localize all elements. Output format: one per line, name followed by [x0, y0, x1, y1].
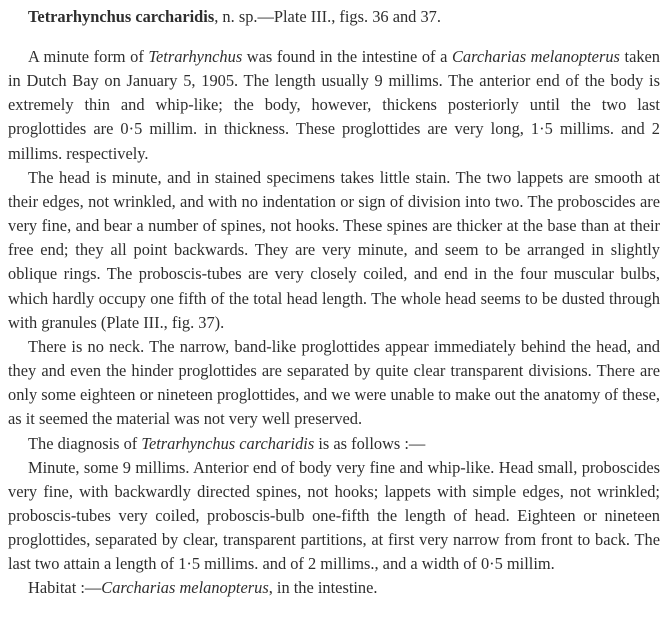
paragraph-diagnosis: Minute, some 9 millims. Anterior end of body very fine and whip-like. Head small, proboscides very fine, with backwardly directed spines, not hooks; lappets with simple edges, not wrinkled; proboscis-tubes very coiled, proboscis-bulb one-fifth the length of head. Eighteen or nineteen proglottides, separated by clear, transparent partitions, at first very narrow from front to back. The last two attain a length of 1·5 millims. and of 2 millims., and a width of 0·5 millim. — [8, 457, 660, 574]
genus-name: Tetrarhynchus — [148, 47, 243, 66]
text-run: The diagnosis of — [28, 433, 142, 453]
text-run: is as follows :— — [314, 433, 426, 453]
paragraph-head: The head is minute, and in stained specimens takes little stain. The two lappets are smooth at their edges, not wrinkled, and with no indentation or sign of division into two. The proboscides are very fine, and bear a number of spines, not hooks. These spines are thicker at the base than at their free end; they all point backwards. They are very minute, and seem to be arranged in slightly oblique rings. The proboscis-tubes are very closely coiled, and end in the four muscular bulbs, which hardly occupy one fifth of the total head length. The whole head seems to be dusted through with granules (Plate III., fig. 37). — [8, 167, 660, 332]
paragraph-proglottides: There is no neck. The narrow, band-like proglottides appear immediately behind the head, and they and even the hinder proglottides are separated by quite clear transparent divisions. There are only some eighteen or nineteen proglottides, and we were unable to make out the anatomy of these, as it seemed the material was not very well preserved. — [8, 336, 660, 429]
text-run: was found in the intestine of a — [242, 47, 452, 66]
host-name: Carcharias melanopterus — [452, 47, 620, 66]
heading-suffix: , n. sp.—Plate III., figs. 36 and 37. — [214, 7, 441, 26]
paragraph-diagnosis-intro — [8, 432, 660, 456]
text-run: Habitat :— — [28, 578, 102, 598]
text-run: A minute form of — [28, 47, 149, 66]
species-name-italic: Tetrarhynchus carcharidis — [141, 433, 315, 453]
document-page — [8, 0, 660, 637]
text-run: taken in Dutch Bay on January 5, 1905. The length usually 9 millims. The anterior end of the body is extremely thin and whip-like; the body, however, thickens posteriorly until the two last proglottides are 0·5 millim. in thickness. These proglottides are very long, 1·5 millims. and 2 millims. respectively. — [8, 47, 661, 163]
paragraph-description — [8, 45, 660, 166]
host-name: Carcharias melanopterus — [101, 578, 269, 598]
text-run: , in the intestine. — [268, 578, 378, 598]
species-heading — [28, 6, 660, 29]
species-name: Tetrarhynchus carcharidis — [28, 7, 215, 26]
paragraph-habitat — [8, 576, 660, 600]
